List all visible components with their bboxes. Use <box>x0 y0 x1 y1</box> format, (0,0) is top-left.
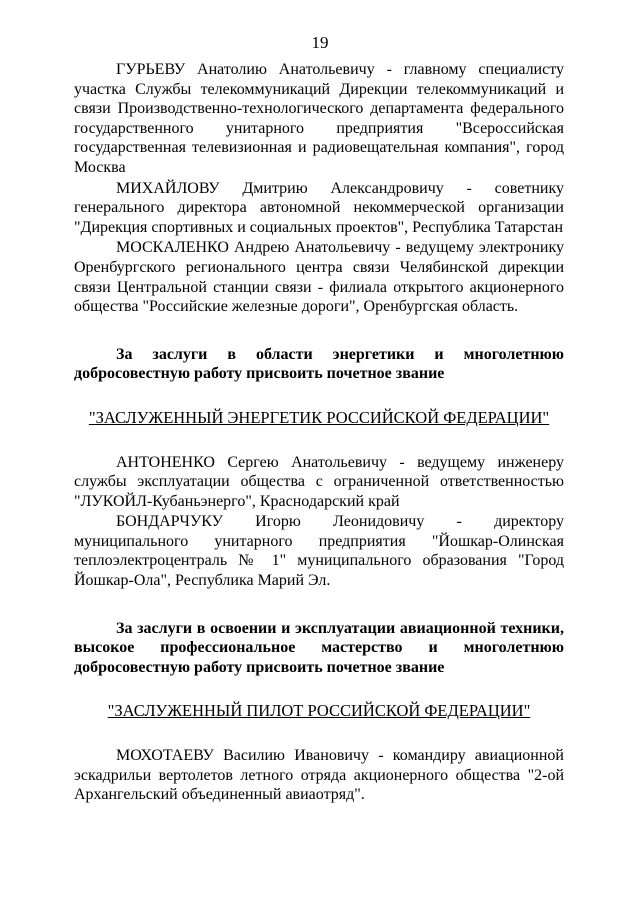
document-body <box>74 60 564 805</box>
decree-energy: За заслуги в области энергетики и многолетнюю добросовестную работу присвоить почетное звание <box>74 345 564 383</box>
award-paragraph-bondarchuk: БОНДАРЧУКУ Игорю Леонидовичу - директору муниципального унитарного предприятия "Йошкар-Олинская теплоэлектроцентраль № 1" муниципального образования "Город Йошкар-Ола", Республика Марий Эл. <box>74 513 564 590</box>
decree-pilot: За заслуги в освоении и эксплуатации авиационной техники, высокое профессиональное мастерство и многолетнюю добросовестную работу присвоить почетное звание <box>74 619 564 676</box>
award-paragraph-mokhotaev: МОХОТАЕВУ Василию Ивановичу - командиру авиационной эскадрильи вертолетов летного отряда акционерного общества "2-ой Архангельский объединенный авиаотряд". <box>74 747 564 804</box>
honorary-title-energy: "ЗАСЛУЖЕННЫЙ ЭНЕРГЕТИК РОССИЙСКОЙ ФЕДЕРАЦИИ" <box>88 407 550 427</box>
award-paragraph-mikhaylov: МИХАЙЛОВУ Дмитрию Александровичу - советнику генерального директора автономной некоммерческой организации "Дирекция спортивных и социальных проектов", Республика Татарстан <box>74 179 564 236</box>
award-paragraph-moskalenko: МОСКАЛЕНКО Андрею Анатольевичу - ведущему электронику Оренбургского регионального центра связи Челябинской дирекции связи Центральной станции связи - филиала открытого акционерного общества "Российские железные дороги", Оренбургская область. <box>74 239 564 316</box>
title-pilot-wrapper <box>74 701 564 722</box>
award-paragraph-guryev: ГУРЬЕВУ Анатолию Анатольевичу - главному специалисту участка Службы телекоммуникаций Дирекции телекоммуникаций и связи Производственно-технологического департамента федерального государственного унитарного предприятия "Всероссийская государственная телевизионная и радиовещательная компания", город Москва <box>74 61 564 176</box>
title-energy-wrapper <box>74 408 564 429</box>
page-number: 19 <box>311 33 329 52</box>
honorary-title-pilot: "ЗАСЛУЖЕННЫЙ ПИЛОТ РОССИЙСКОЙ ФЕДЕРАЦИИ" <box>107 701 531 721</box>
award-paragraph-antonenko: АНТОНЕНКО Сергею Анатольевичу - ведущему инженеру службы эксплуатации общества с ограниченной ответственностью "ЛУКОЙЛ-Кубаньэнерго", Краснодарский край <box>74 453 564 510</box>
